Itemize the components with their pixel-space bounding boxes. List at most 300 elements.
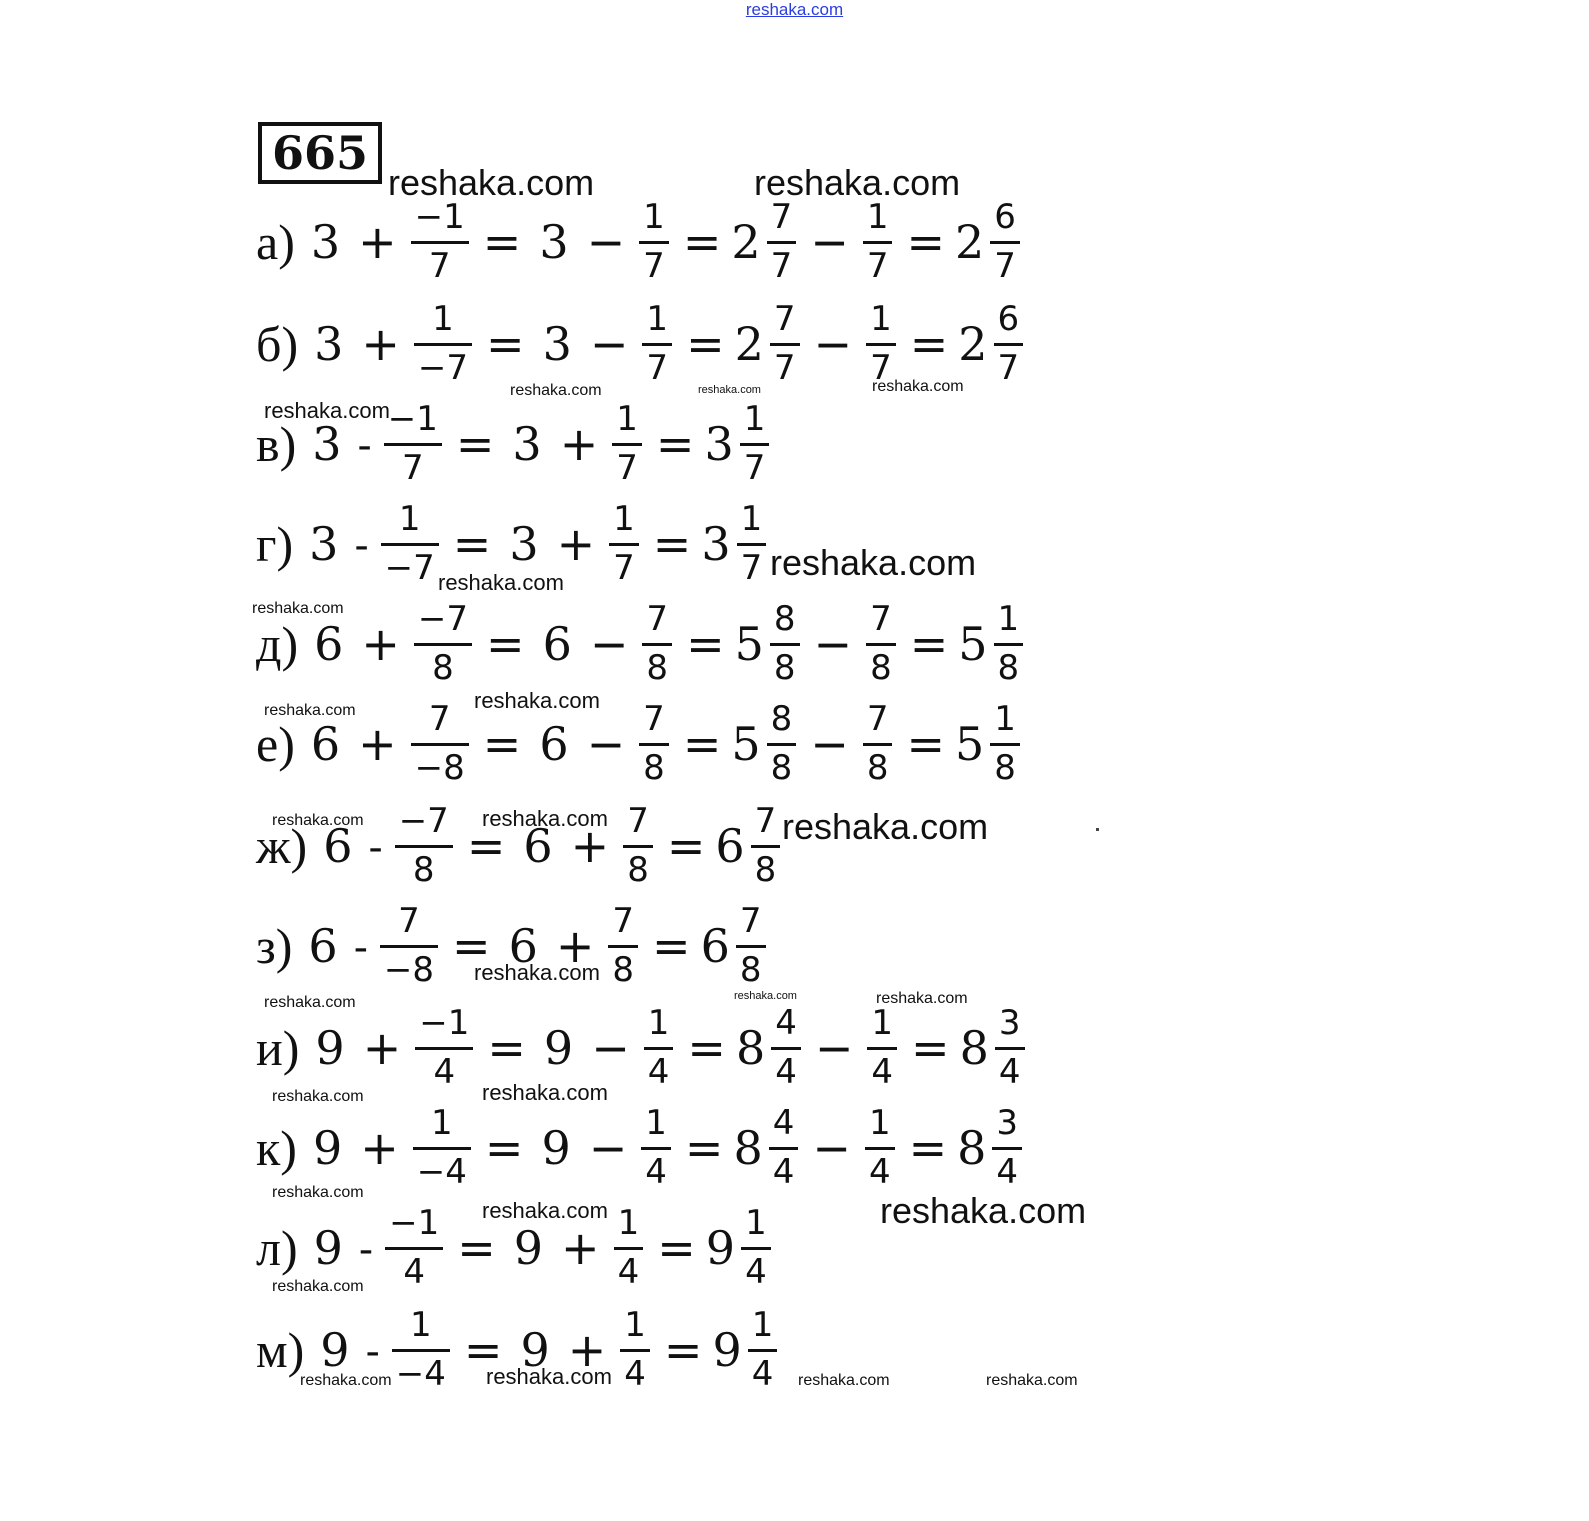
operator: + (567, 1323, 607, 1377)
numerator: 7 (866, 699, 889, 740)
denominator: 8 (866, 747, 889, 788)
operator: + (555, 919, 595, 973)
fraction (741, 1205, 771, 1291)
fraction (994, 601, 1024, 687)
fraction (413, 1105, 471, 1191)
watermark: reshaka.com (798, 1372, 890, 1389)
site-link[interactable]: reshaka.com (745, 0, 844, 19)
watermark: reshaka.com (876, 990, 968, 1007)
number: 6 (508, 919, 538, 973)
mixed-number (960, 1005, 1029, 1091)
numerator: 7 (428, 699, 451, 740)
numerator: 1 (645, 1103, 667, 1144)
number: 3 (314, 317, 344, 371)
operator: + (358, 717, 397, 771)
minus-sign: - (354, 519, 369, 569)
denominator: 8 (997, 647, 1020, 688)
operator: = (909, 317, 949, 371)
mixed-number (955, 199, 1024, 285)
equation-label: ж) (256, 818, 308, 874)
numerator: 8 (770, 699, 793, 740)
operator: = (652, 919, 691, 973)
operator: + (358, 215, 397, 269)
numerator: 1 (868, 1103, 891, 1144)
denominator: 7 (643, 245, 665, 286)
fraction (608, 903, 638, 989)
operator: + (362, 1021, 402, 1075)
denominator: 4 (617, 1251, 640, 1292)
numerator: 6 (994, 197, 1016, 238)
whole-part: 2 (734, 317, 764, 371)
mixed-number (735, 301, 804, 387)
equation-row (256, 1098, 1026, 1198)
denominator: 7 (743, 447, 766, 488)
number: 6 (523, 819, 553, 873)
number: 9 (315, 1021, 345, 1075)
whole-part: 2 (958, 317, 988, 371)
denominator: 8 (770, 747, 793, 788)
exercise-number: 665 (258, 122, 382, 184)
denominator: 7 (870, 347, 892, 388)
numerator: 8 (773, 599, 796, 640)
denominator: 4 (647, 1051, 670, 1092)
watermark: reshaka.com (300, 1372, 392, 1389)
equation-label: г) (256, 516, 294, 572)
whole-part: 8 (733, 1121, 763, 1175)
number: 3 (539, 215, 569, 269)
denominator: 7 (994, 245, 1016, 286)
denominator: −4 (395, 1353, 446, 1394)
fraction (990, 701, 1020, 787)
numerator: −1 (389, 1203, 440, 1244)
operator: = (482, 215, 522, 269)
mixed-number (735, 601, 804, 687)
watermark: reshaka.com (510, 382, 602, 399)
denominator: 7 (770, 245, 793, 286)
denominator: 7 (616, 447, 638, 488)
numerator: 1 (870, 299, 892, 340)
whole-part: 3 (701, 517, 731, 571)
operator: − (586, 717, 626, 771)
operator: = (652, 517, 692, 571)
operator: + (559, 417, 599, 471)
operator: = (657, 1221, 696, 1275)
operator: = (906, 717, 946, 771)
numerator: 7 (739, 901, 762, 942)
operator: − (591, 1021, 630, 1075)
denominator: 4 (772, 1151, 795, 1192)
operator: − (810, 215, 849, 269)
whole-part: 9 (712, 1323, 742, 1377)
watermark: reshaka.com (880, 1190, 1087, 1231)
numerator: 7 (770, 197, 793, 238)
whole-part: 9 (705, 1221, 736, 1275)
number: 3 (512, 417, 542, 471)
numerator: 1 (997, 599, 1020, 640)
operator: = (906, 215, 946, 269)
fraction (641, 1105, 671, 1191)
operator: − (810, 717, 849, 771)
denominator: 4 (403, 1251, 425, 1292)
fraction (865, 1105, 895, 1191)
number: 9 (541, 1121, 571, 1175)
numerator: 7 (612, 901, 635, 942)
numerator: 1 (410, 1305, 432, 1346)
numerator: 1 (751, 1305, 774, 1346)
denominator: 4 (645, 1151, 667, 1192)
operator: − (813, 317, 853, 371)
fraction (639, 199, 669, 285)
numerator: −1 (419, 1003, 470, 1044)
operator: − (813, 617, 853, 671)
operator: = (486, 617, 525, 671)
fraction (767, 701, 797, 787)
denominator: 4 (871, 1051, 894, 1092)
number: 3 (542, 317, 572, 371)
denominator: 8 (739, 949, 762, 990)
watermark: reshaka.com (252, 600, 344, 617)
operator: − (586, 215, 626, 269)
numerator: 1 (432, 299, 454, 340)
whole-part: 2 (955, 215, 985, 269)
watermark: reshaka.com (272, 1184, 364, 1201)
fraction (609, 501, 639, 587)
fraction (737, 501, 767, 587)
fraction (863, 199, 893, 285)
denominator: 4 (775, 1051, 797, 1092)
fraction (863, 701, 893, 787)
denominator: 7 (997, 347, 1020, 388)
number: 6 (542, 617, 572, 671)
whole-part: 2 (731, 215, 761, 269)
fraction (414, 601, 472, 687)
mixed-number (706, 1205, 775, 1291)
mixed-number (958, 601, 1027, 687)
mixed-number (701, 501, 770, 587)
operator: − (589, 617, 629, 671)
mixed-number (733, 1105, 802, 1191)
watermark: reshaka.com (272, 1278, 364, 1295)
number: 6 (539, 717, 569, 771)
operator: = (486, 317, 525, 371)
operator: = (663, 1323, 703, 1377)
operator: = (484, 1121, 524, 1175)
numerator: 1 (866, 197, 889, 238)
number: 6 (308, 919, 338, 973)
operator: + (361, 317, 400, 371)
operator: = (482, 717, 522, 771)
watermark: reshaka.com (482, 1080, 608, 1105)
operator: + (570, 819, 610, 873)
watermark: reshaka.com (986, 1372, 1078, 1389)
numerator: 1 (643, 197, 665, 238)
operator: − (588, 1121, 628, 1175)
whole-part: 5 (734, 617, 764, 671)
fraction (411, 199, 469, 285)
number: 9 (513, 1221, 544, 1275)
numerator: 1 (431, 1103, 453, 1144)
fraction (612, 401, 642, 487)
denominator: −4 (416, 1151, 467, 1192)
mixed-number (955, 701, 1024, 787)
equation-label: м) (256, 1322, 305, 1378)
watermark: reshaka.com (272, 1088, 364, 1105)
numerator: −1 (414, 197, 465, 238)
equation-label: д) (256, 616, 299, 672)
fraction (992, 1105, 1022, 1191)
fraction (748, 1307, 778, 1393)
fraction (411, 701, 469, 787)
numerator: 7 (646, 599, 669, 640)
whole-part: 6 (715, 819, 745, 873)
fraction (770, 601, 800, 687)
denominator: 7 (866, 245, 889, 286)
watermark: reshaka.com (388, 162, 595, 203)
numerator: 1 (613, 499, 635, 540)
denominator: 4 (998, 1051, 1021, 1092)
numerator: 4 (772, 1103, 795, 1144)
watermark: reshaka.com (698, 384, 761, 396)
numerator: 1 (647, 1003, 670, 1044)
operator: = (455, 417, 495, 471)
denominator: −7 (417, 347, 469, 388)
whole-part: 6 (700, 919, 730, 973)
equation-label: з) (256, 918, 293, 974)
number: 6 (310, 717, 341, 771)
fraction (614, 1205, 644, 1291)
denominator: 8 (627, 849, 649, 890)
watermark: reshaka.com (474, 960, 600, 985)
mixed-number (731, 701, 800, 787)
denominator: 8 (432, 647, 454, 688)
operator: + (360, 1121, 399, 1175)
numerator: 1 (740, 499, 763, 540)
watermark: reshaka.com (482, 806, 608, 831)
numerator: 1 (617, 1203, 640, 1244)
operator: = (452, 919, 491, 973)
fraction (384, 401, 442, 487)
watermark: reshaka.com (264, 398, 390, 423)
numerator: −7 (398, 801, 449, 842)
denominator: 7 (740, 547, 763, 588)
numerator: 7 (398, 901, 420, 942)
denominator: 8 (773, 647, 796, 688)
number: 9 (313, 1221, 343, 1275)
denominator: 8 (994, 747, 1016, 788)
numerator: 1 (616, 399, 638, 440)
equation-row (256, 694, 1024, 794)
denominator: 4 (996, 1151, 1019, 1192)
operator: = (684, 1121, 724, 1175)
watermark: reshaka.com (482, 1198, 608, 1223)
numerator: −7 (417, 599, 469, 640)
operator: − (812, 1121, 851, 1175)
numerator: 7 (870, 599, 892, 640)
operator: = (682, 717, 722, 771)
fraction (620, 1307, 650, 1393)
mixed-number (731, 199, 800, 285)
fraction (642, 301, 672, 387)
denominator: 4 (745, 1251, 767, 1292)
watermark: reshaka.com (872, 378, 964, 395)
watermark: reshaka.com (782, 806, 989, 847)
watermark: reshaka.com (754, 162, 961, 203)
number: 6 (314, 617, 344, 671)
watermark: reshaka.com (474, 688, 600, 713)
operator: + (561, 1221, 600, 1275)
numerator: 4 (775, 1003, 797, 1044)
equation-label: л) (256, 1220, 298, 1276)
number: 9 (320, 1323, 350, 1377)
numerator: −1 (387, 399, 438, 440)
operator: = (457, 1221, 496, 1275)
numerator: 1 (994, 699, 1016, 740)
fraction (380, 903, 438, 989)
fraction (381, 501, 439, 587)
fraction (736, 903, 766, 989)
denominator: −8 (383, 949, 435, 990)
whole-part: 8 (957, 1121, 987, 1175)
watermark: reshaka.com (486, 1364, 612, 1389)
fraction (392, 1307, 450, 1393)
mixed-number (736, 1005, 805, 1091)
fraction (414, 301, 472, 387)
whole-part: 5 (955, 717, 985, 771)
numerator: 1 (646, 299, 669, 340)
whole-part: 8 (959, 1021, 989, 1075)
fraction (771, 1005, 801, 1091)
numerator: 3 (996, 1103, 1019, 1144)
denominator: 8 (646, 647, 669, 688)
number: 6 (323, 819, 353, 873)
number: 9 (520, 1323, 550, 1377)
fraction (770, 301, 800, 387)
number: 3 (310, 215, 341, 269)
minus-sign: - (353, 921, 368, 971)
equation-label: к) (256, 1120, 297, 1176)
watermark: reshaka.com (438, 570, 564, 595)
denominator: 7 (773, 347, 796, 388)
denominator: 8 (870, 647, 892, 688)
denominator: 4 (751, 1353, 774, 1394)
operator: = (908, 1121, 948, 1175)
denominator: 7 (428, 245, 451, 286)
operator: = (911, 1021, 950, 1075)
equation-row (256, 998, 1029, 1098)
equation-label: б) (256, 316, 299, 372)
fraction (769, 1105, 799, 1191)
denominator: 8 (412, 849, 435, 890)
number: 3 (309, 517, 339, 571)
numerator: 1 (398, 499, 421, 540)
denominator: 8 (754, 849, 777, 890)
operator: = (687, 1021, 726, 1075)
minus-sign: - (365, 1325, 380, 1375)
number: 3 (509, 517, 539, 571)
watermark: reshaka.com (770, 542, 977, 583)
numerator: 3 (998, 1003, 1021, 1044)
denominator: −7 (384, 547, 435, 588)
operator: = (686, 617, 725, 671)
number: 9 (543, 1021, 574, 1075)
fraction (740, 401, 770, 487)
fraction (767, 199, 797, 285)
numerator: 1 (743, 399, 766, 440)
fraction (867, 1005, 897, 1091)
equation-label: а) (256, 214, 295, 270)
fraction (623, 803, 653, 889)
whole-part: 5 (731, 717, 761, 771)
equation-label: и) (256, 1020, 300, 1076)
watermark: reshaka.com (272, 812, 364, 829)
number: 3 (312, 417, 342, 471)
operator: = (487, 1021, 526, 1075)
operator: = (655, 417, 695, 471)
numerator: 7 (754, 801, 777, 842)
fraction (866, 601, 896, 687)
equation-row (256, 192, 1024, 292)
whole-part: 5 (958, 617, 988, 671)
numerator: 6 (997, 299, 1020, 340)
numerator: 1 (871, 1003, 894, 1044)
numerator: 7 (643, 699, 665, 740)
fraction (990, 199, 1020, 285)
fraction (866, 301, 896, 387)
fraction (751, 803, 781, 889)
mixed-number (957, 1105, 1026, 1191)
operator: = (666, 819, 706, 873)
mixed-number (704, 401, 773, 487)
whole-part: 3 (704, 417, 734, 471)
fraction (385, 1205, 443, 1291)
mixed-number (958, 301, 1027, 387)
watermark: reshaka.com (734, 990, 797, 1002)
minus-sign: - (357, 419, 372, 469)
operator: = (909, 617, 949, 671)
numerator: 1 (745, 1203, 767, 1244)
denominator: 8 (612, 949, 635, 990)
equation-label: в) (256, 416, 297, 472)
operator: − (814, 1021, 854, 1075)
denominator: 7 (646, 347, 669, 388)
operator: = (452, 517, 492, 571)
numerator: 7 (773, 299, 796, 340)
operator: + (361, 617, 400, 671)
fraction (415, 1005, 473, 1091)
denominator: 4 (433, 1051, 456, 1092)
minus-sign: - (358, 1223, 374, 1273)
equation-row (256, 594, 1027, 694)
fraction (642, 601, 672, 687)
fraction (994, 301, 1024, 387)
denominator: 8 (643, 747, 665, 788)
denominator: −8 (414, 747, 465, 788)
operator: = (682, 215, 722, 269)
mixed-number (712, 1307, 781, 1393)
operator: = (686, 317, 725, 371)
number: 9 (312, 1121, 343, 1175)
mixed-number (701, 903, 770, 989)
watermark: reshaka.com (264, 702, 356, 719)
equation-label: е) (256, 716, 295, 772)
mixed-number (715, 803, 784, 889)
operator: − (589, 317, 629, 371)
numerator: 1 (624, 1305, 646, 1346)
denominator: 4 (868, 1151, 891, 1192)
numerator: 7 (627, 801, 649, 842)
operator: + (556, 517, 596, 571)
whole-part: 8 (735, 1021, 766, 1075)
